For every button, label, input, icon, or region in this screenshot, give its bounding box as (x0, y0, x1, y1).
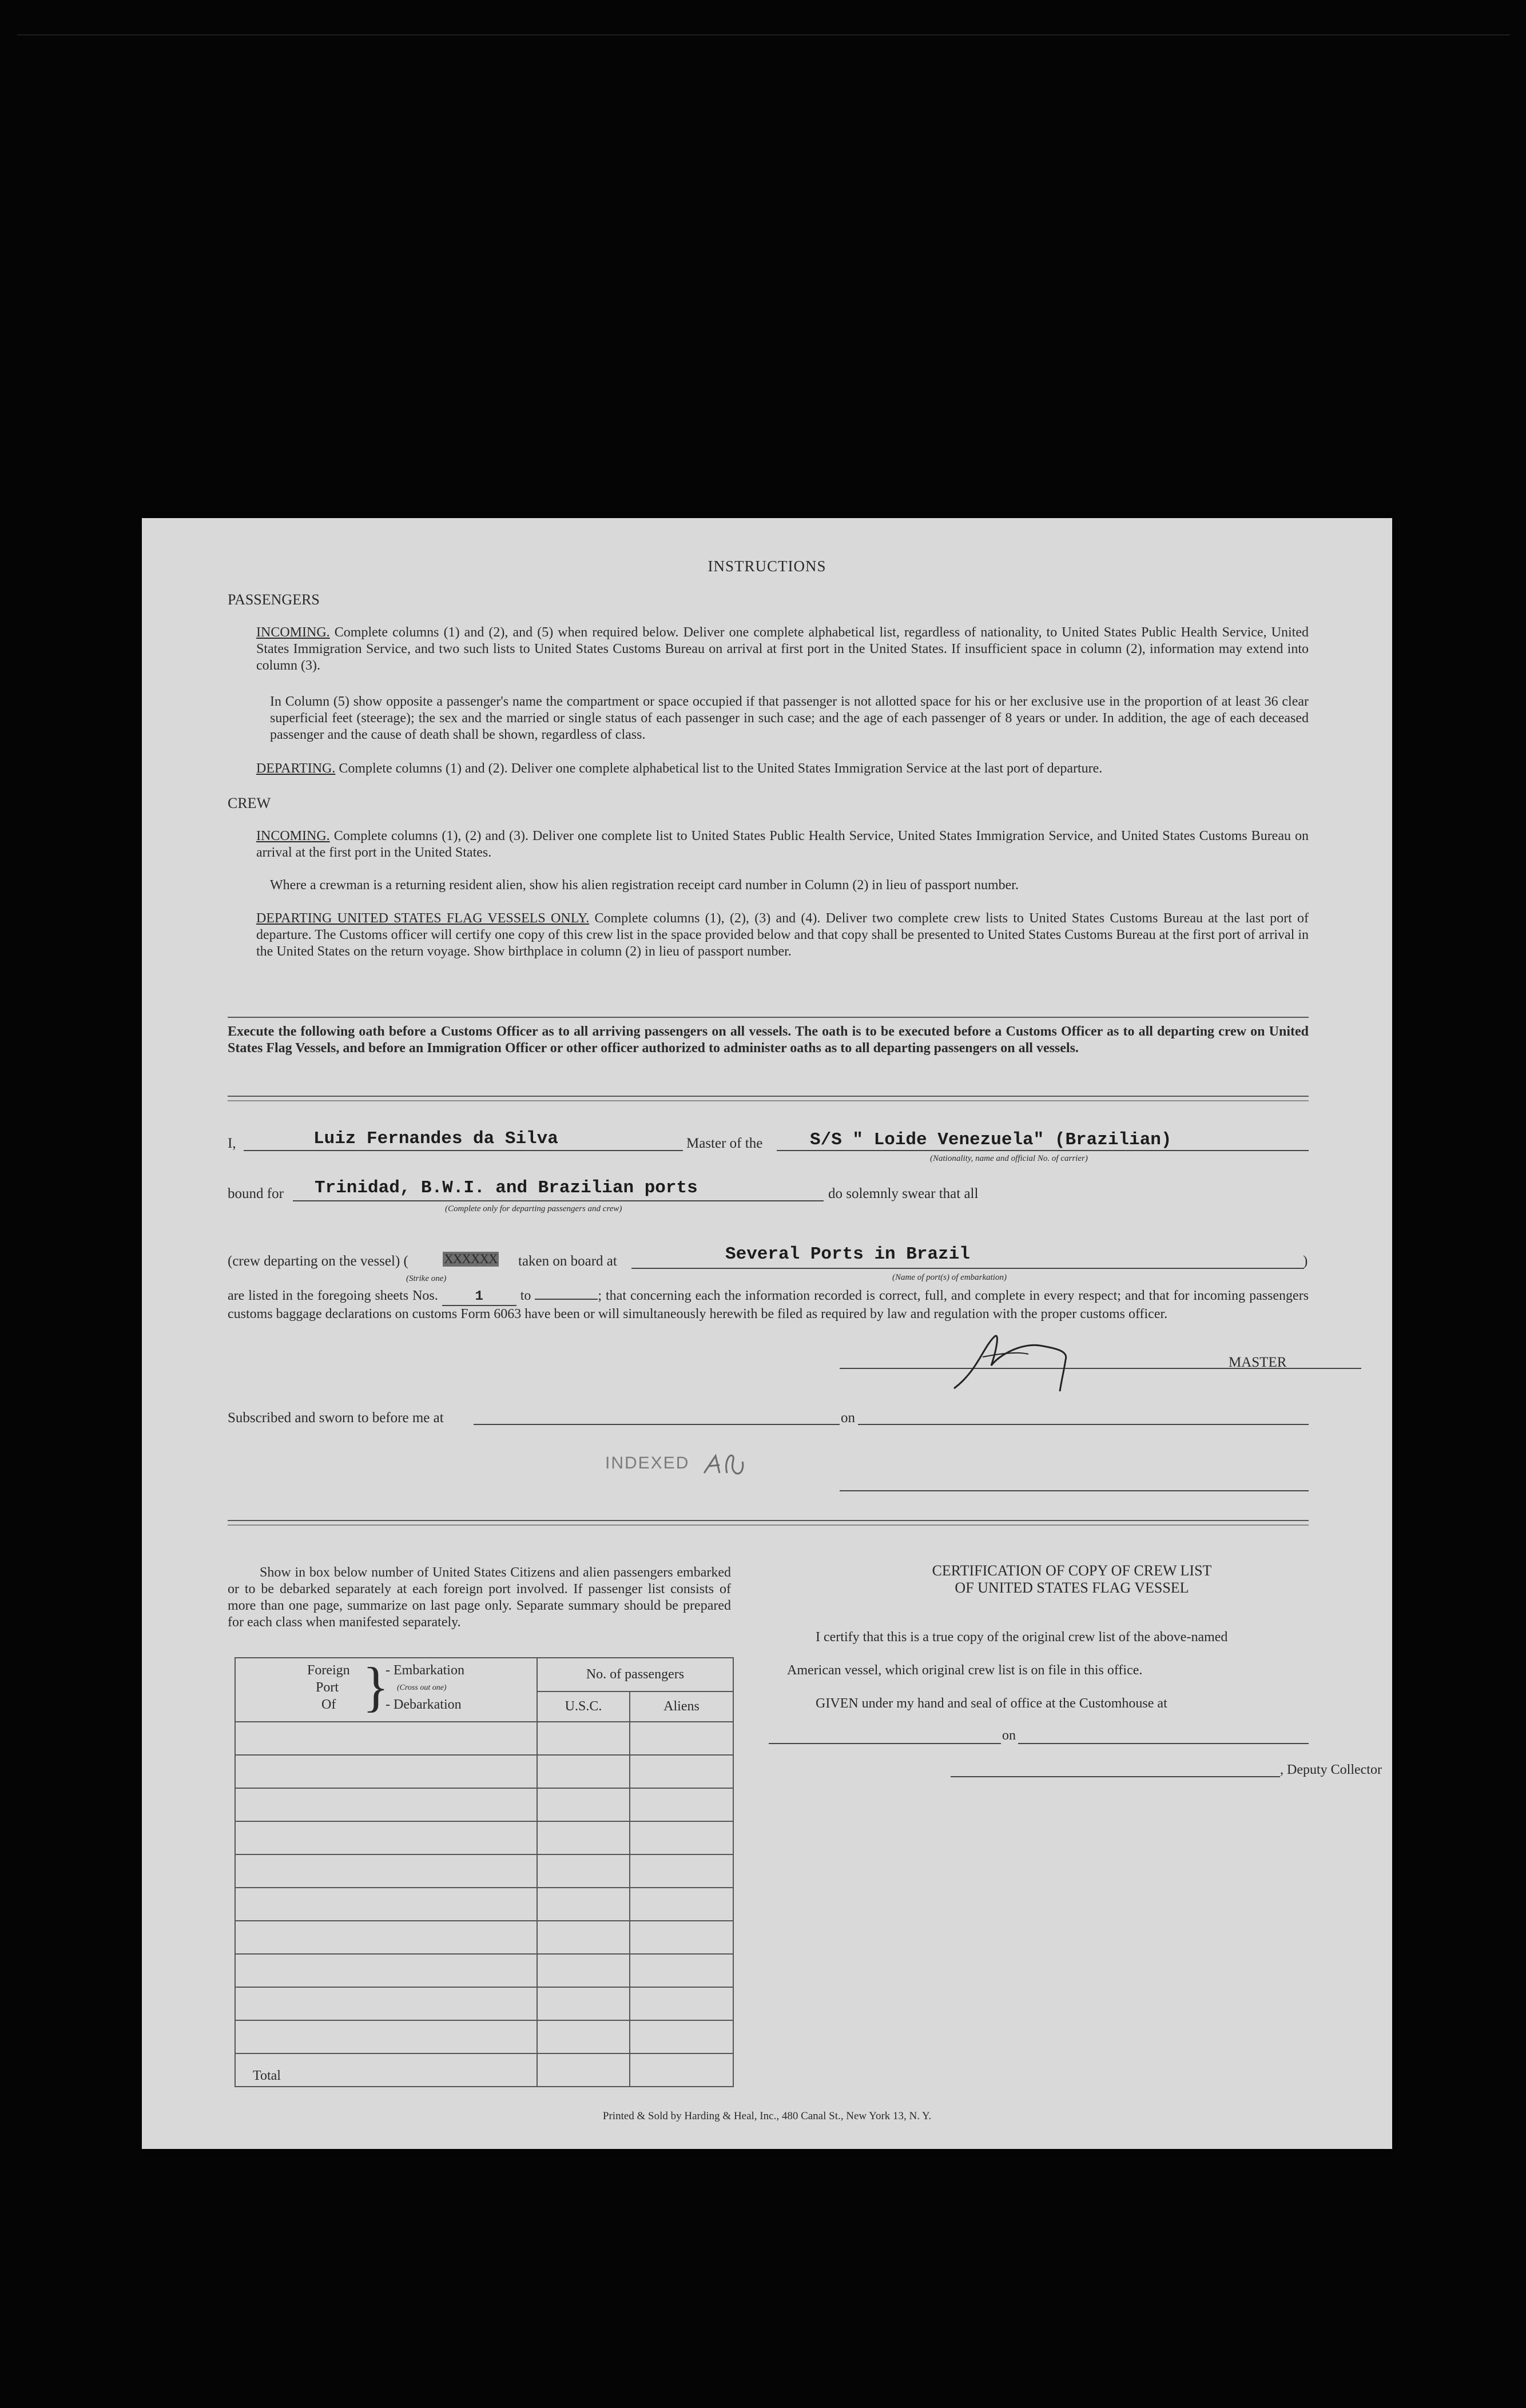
cross-out-caption: (Cross out one) (397, 1683, 447, 1692)
vessel-name: S/S " Loide Venezuela" (Brazilian) (810, 1130, 1172, 1150)
summary-instructions: Show in box below number of United States Citizens and alien passengers embarked or to be debarked separately at each foreign port involved. If passenger list consists of more than one page, summarize on last page only. Separate summary should be prepared for each class when manifested separately. (228, 1565, 731, 1630)
debarkation-label: - Debarkation (386, 1697, 462, 1712)
divider (228, 1100, 1309, 1101)
ports-line (631, 1268, 1304, 1269)
usc-cell[interactable] (537, 2020, 630, 2053)
table-row (235, 1854, 733, 1888)
usc-cell[interactable] (537, 1921, 630, 1954)
signature-line (840, 1490, 1309, 1491)
foreign-port-header (235, 1658, 537, 1722)
foreign-label: Foreign (307, 1663, 350, 1678)
table-row (235, 1987, 733, 2020)
certification-title-1: CERTIFICATION OF COPY OF CREW LIST (932, 1562, 1212, 1579)
usc-cell[interactable] (537, 1888, 630, 1921)
vessel-line (777, 1150, 1309, 1151)
passengers-incoming-label: INCOMING. (256, 625, 330, 640)
listed-label: are listed in the foregoing sheets Nos. (228, 1288, 438, 1303)
scan-edge (17, 34, 1510, 35)
subscribed-place-line (474, 1424, 840, 1425)
aliens-cell[interactable] (630, 1755, 733, 1788)
passengers-incoming-text: Complete columns (1) and (2), and (5) when required below. Deliver one complete alphabetical list, regardless of nationality, to United States Public Health Service, United States Immigration Service, and two such lists to United States Customs Bureau on arrival at first port in the United States. If insufficient space in column (2), information may extend into column (3). (256, 625, 1309, 673)
master-name: Luiz Fernandes da Silva (313, 1129, 558, 1149)
aliens-cell[interactable] (630, 1821, 733, 1854)
table-row (235, 1755, 733, 1788)
sheet-from: 1 (442, 1288, 516, 1306)
port-label: Port (316, 1680, 339, 1695)
port-cell[interactable] (235, 2020, 537, 2053)
of-label: Of (321, 1697, 336, 1712)
close-paren: ) (1303, 1253, 1308, 1269)
usc-header: U.S.C. (537, 1691, 630, 1722)
listed-text: ; that concerning each the information recorded is correct, full, and complete in every respect; and that for incoming passengers customs baggage declarations on customs Form 6063 have been or will simultaneously herewith be filed as required by law and regulation with the proper customs officer. (228, 1288, 1309, 1322)
certification-line-2: American vessel, which original crew list is on file in this office. (787, 1663, 1143, 1678)
usc-cell[interactable] (537, 1788, 630, 1821)
crew-departing-label: DEPARTING UNITED STATES FLAG VESSELS ONLY. (256, 911, 590, 926)
crew-departing-label: (crew departing on the vessel) ( (228, 1253, 408, 1269)
bound-for-destination: Trinidad, B.W.I. and Brazilian ports (315, 1178, 698, 1198)
aliens-cell[interactable] (630, 1954, 733, 1987)
port-cell[interactable] (235, 1888, 537, 1921)
passengers-heading: PASSENGERS (228, 591, 320, 608)
port-cell[interactable] (235, 1987, 537, 2020)
port-cell[interactable] (235, 1921, 537, 1954)
aliens-cell[interactable] (630, 1854, 733, 1888)
stamp-initials (701, 1450, 747, 1479)
usc-cell[interactable] (537, 1987, 630, 2020)
taken-on-board-label: taken on board at (518, 1253, 617, 1269)
aliens-cell[interactable] (630, 1788, 733, 1821)
indexed-stamp: INDEXED (605, 1454, 690, 1472)
aliens-cell[interactable] (630, 1987, 733, 2020)
table-row (235, 2020, 733, 2053)
strike-caption: (Strike one) (406, 1274, 447, 1283)
usc-cell[interactable] (537, 1854, 630, 1888)
crew-incoming (256, 828, 1309, 861)
printer-footer: Printed & Sold by Harding & Heal, Inc., 480 Canal St., New York 13, N. Y. (602, 2110, 932, 2122)
crew-crewman-note: Where a crewman is a returning resident alien, show his alien registration receipt card number in Column (2) in lieu of passport number. (270, 878, 1019, 893)
certification-line-1: I certify that this is a true copy of the original crew list of the above-named (816, 1630, 1228, 1645)
aliens-header: Aliens (630, 1691, 733, 1722)
subscribed-on-label: on (841, 1410, 855, 1426)
vessel-caption: (Nationality, name and official No. of carrier) (930, 1154, 1088, 1163)
customhouse-line (769, 1743, 1001, 1744)
struck-out-text: XXXXXX (444, 1252, 498, 1266)
subscribed-label: Subscribed and sworn to before me at (228, 1410, 444, 1426)
divider (228, 1017, 1309, 1018)
divider (228, 1096, 1309, 1097)
crew-departing-text: Complete columns (1), (2), (3) and (4). Deliver two complete crew lists to United States Customs Bureau at the last port of departure. The Customs officer will certify one copy of this crew list in the space provided below and that copy shall be presented to United States Customs Bureau at the first port of arrival in the United States on the return voyage. Show birthplace in column (2) in lieu of passport number. (256, 911, 1309, 959)
certification-line-3: GIVEN under my hand and seal of office at the Customhouse at (816, 1696, 1167, 1711)
crew-incoming-label: INCOMING. (256, 829, 330, 843)
master-signature (943, 1326, 1080, 1394)
aliens-total-cell[interactable] (630, 2053, 733, 2087)
oath-intro: Execute the following oath before a Customs Officer as to all arriving passengers on all vessels. The oath is to be executed before a Customs Officer as to all departing crew on United States Flag Vessels, and before an Immigration Officer or other officer authorized to administer oaths as to all departing passengers on all vessels. (228, 1024, 1309, 1056)
aliens-cell[interactable] (630, 2020, 733, 2053)
master-label: MASTER (1229, 1355, 1287, 1370)
brace-icon: } (363, 1656, 390, 1717)
certification-on-label: on (1002, 1728, 1016, 1743)
table-row (235, 1788, 733, 1821)
table-row (235, 1921, 733, 1954)
aliens-cell[interactable] (630, 1888, 733, 1921)
aliens-cell[interactable] (630, 1722, 733, 1755)
table-row (235, 1821, 733, 1854)
ports-caption: (Name of port(s) of embarkation) (892, 1273, 1007, 1282)
table-row (235, 1722, 733, 1755)
bound-for-line (293, 1200, 824, 1201)
usc-cell[interactable] (537, 1954, 630, 1987)
to-label: to (520, 1288, 531, 1303)
master-of-label: Master of the (686, 1136, 763, 1151)
usc-cell[interactable] (537, 1821, 630, 1854)
passengers-column5: In Column (5) show opposite a passenger's name the compartment or space occupied if that passenger is not allotted space for his or her exclusive use in the proportion of at least 36 clear superficial feet (steerage); the sex and the married or single status of each passenger in such case; and the age of each passenger of 8 years or under. In addition, the age of each deceased passenger and the cause of death shall be shown, regardless of class. (270, 694, 1309, 742)
bound-caption: (Complete only for departing passengers and crew) (445, 1204, 622, 1213)
crew-departing (256, 910, 1309, 960)
passengers-departing-text: Complete columns (1) and (2). Deliver one complete alphabetical list to the United States Immigration Service at the last port of departure. (339, 761, 1103, 776)
table-row (235, 1888, 733, 1921)
embarkation-label: - Embarkation (386, 1663, 464, 1678)
master-name-line (244, 1150, 683, 1151)
listed-statement (228, 1288, 1309, 1323)
port-cell[interactable] (235, 1722, 537, 1755)
port-cell[interactable] (235, 1854, 537, 1888)
form-sheet (142, 518, 1392, 2149)
divider (228, 1525, 1309, 1526)
oath-i-label: I, (228, 1136, 236, 1151)
deputy-signature-line (951, 1776, 1280, 1777)
total-row (235, 2053, 733, 2087)
usc-cell[interactable] (537, 1722, 630, 1755)
certification-date-line (1018, 1743, 1309, 1744)
port-cell[interactable] (235, 1954, 537, 1987)
passengers-incoming (256, 624, 1309, 674)
crew-heading: CREW (228, 795, 271, 811)
swear-label: do solemnly swear that all (828, 1186, 979, 1201)
table-row (235, 1954, 733, 1987)
total-label: Total (235, 2053, 537, 2087)
usc-total-cell[interactable] (537, 2053, 630, 2087)
bound-for-label: bound for (228, 1186, 284, 1201)
passenger-summary-table (235, 1657, 734, 2087)
subscribed-date-line (858, 1424, 1309, 1425)
passengers-departing (256, 761, 1309, 777)
no-passengers-header: No. of passengers (537, 1658, 733, 1691)
sheet-to-blank (535, 1299, 598, 1300)
aliens-cell[interactable] (630, 1921, 733, 1954)
deputy-collector-label: , Deputy Collector (1280, 1762, 1382, 1777)
page-title: INSTRUCTIONS (708, 558, 826, 575)
passengers-departing-label: DEPARTING. (256, 761, 336, 776)
divider (228, 1520, 1309, 1521)
crew-incoming-text: Complete columns (1), (2) and (3). Deliver one complete list to United States Public Health Service, United States Immigration Service, and United States Customs Bureau on arrival at the first port in the United States. (256, 829, 1309, 860)
certification-title-2: OF UNITED STATES FLAG VESSEL (955, 1579, 1189, 1596)
port-cell[interactable] (235, 1788, 537, 1821)
embarkation-ports: Several Ports in Brazil (725, 1244, 970, 1264)
port-cell[interactable] (235, 1821, 537, 1854)
usc-cell[interactable] (537, 1755, 630, 1788)
port-cell[interactable] (235, 1755, 537, 1788)
